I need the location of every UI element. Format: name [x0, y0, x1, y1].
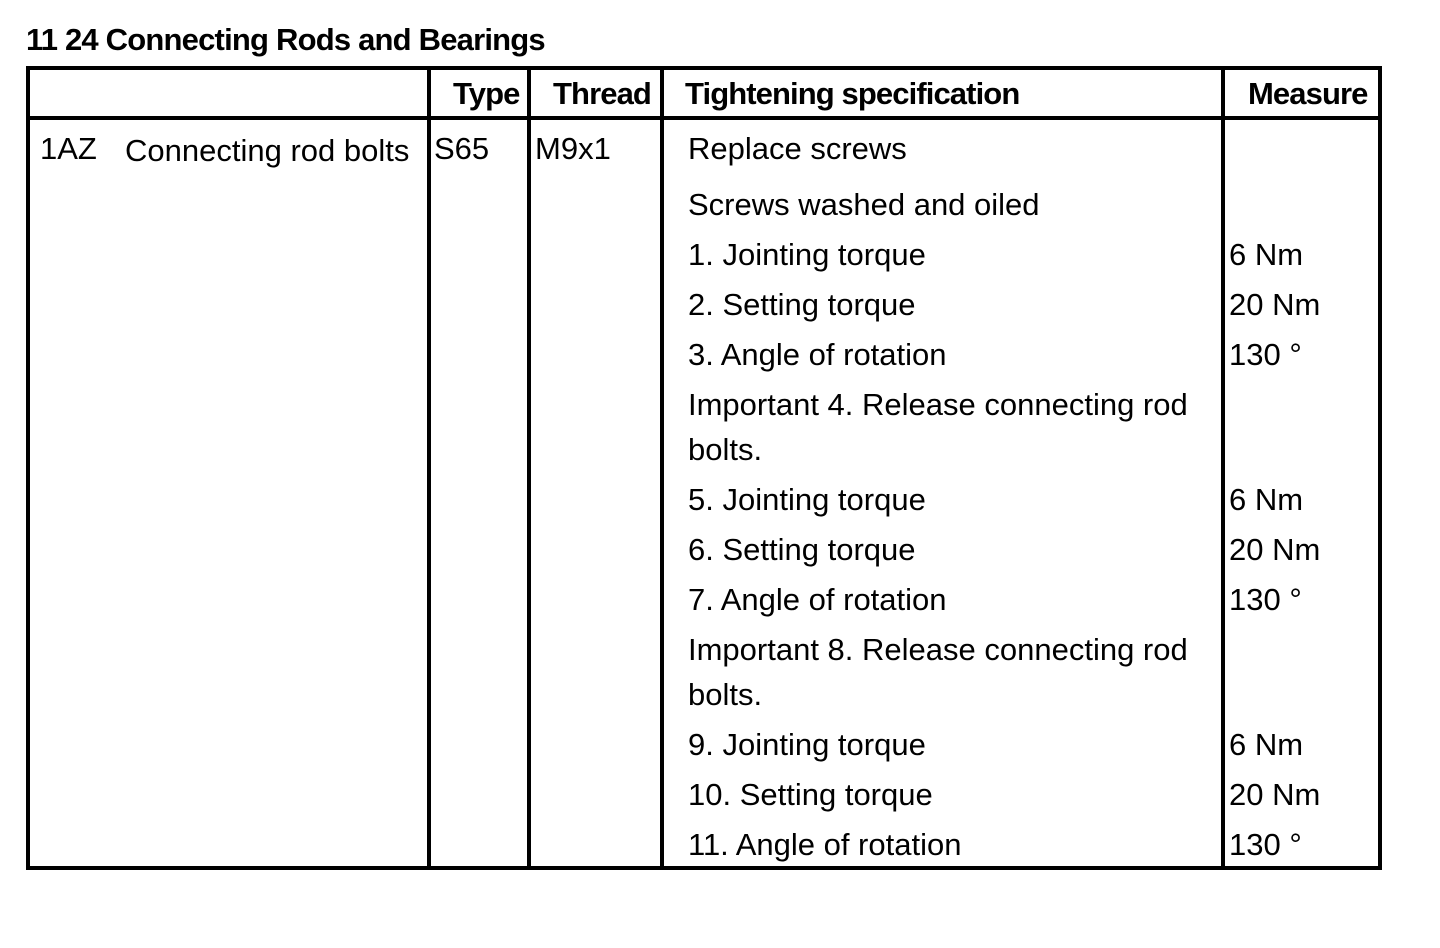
spec-step-important: Important 4. Release connecting rod bolts.	[688, 387, 1188, 467]
header-tightening-specification: Tightening specification	[685, 76, 1020, 111]
spec-measure: 130 °	[1229, 582, 1302, 617]
spec-measure: 130 °	[1229, 827, 1302, 862]
item-type: S65	[434, 131, 490, 166]
item-thread: M9x1	[535, 131, 611, 166]
spec-measure: 20 Nm	[1229, 777, 1321, 812]
spec-measure: 6 Nm	[1229, 237, 1304, 272]
spec-step: Replace screws	[688, 131, 907, 166]
spec-measure: 6 Nm	[1229, 482, 1304, 517]
spec-step: 6. Setting torque	[688, 532, 916, 567]
item-code: 1AZ	[40, 131, 97, 166]
column-divider	[660, 70, 664, 866]
header-thread: Thread	[553, 76, 651, 111]
column-divider	[1221, 70, 1225, 866]
column-divider	[427, 70, 431, 866]
spec-measure: 20 Nm	[1229, 532, 1321, 567]
spec-measure: 6 Nm	[1229, 727, 1304, 762]
spec-step-important: Important 8. Release connecting rod bolts.	[688, 632, 1188, 712]
header-measure: Measure	[1248, 76, 1368, 111]
item-name: Connecting rod bolts	[125, 133, 410, 168]
header-divider	[30, 116, 1378, 120]
spec-step: Screws washed and oiled	[688, 187, 1040, 222]
header-type: Type	[453, 76, 520, 111]
spec-step: 11. Angle of rotation	[688, 827, 962, 862]
spec-step: 1. Jointing torque	[688, 237, 926, 272]
spec-measure: 130 °	[1229, 337, 1302, 372]
spec-step: 9. Jointing torque	[688, 727, 926, 762]
specification-table	[26, 66, 1382, 870]
spec-step: 7. Angle of rotation	[688, 582, 947, 617]
spec-step: 3. Angle of rotation	[688, 337, 947, 372]
spec-measure: 20 Nm	[1229, 287, 1321, 322]
spec-step: 10. Setting torque	[688, 777, 933, 812]
spec-step: 2. Setting torque	[688, 287, 916, 322]
column-divider	[527, 70, 531, 866]
spec-step: 5. Jointing torque	[688, 482, 926, 517]
page-title: 11 24 Connecting Rods and Bearings	[26, 22, 545, 57]
